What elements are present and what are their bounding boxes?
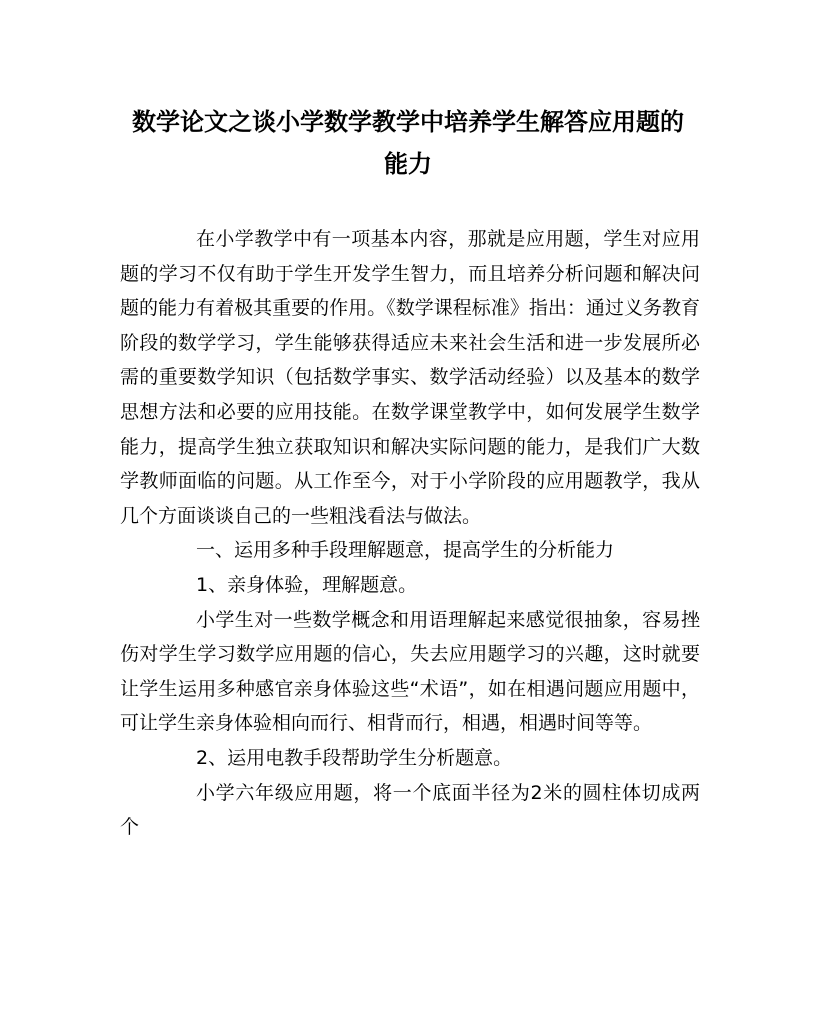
paragraph-grade-six: 小学六年级应用题，将一个底面半径为2米的圆柱体切成两个 xyxy=(120,781,700,839)
section-heading-1: 一、运用多种手段理解题意，提高学生的分析能力 xyxy=(196,539,615,562)
paragraph-experience: 小学生对一些数学概念和用语理解起来感觉很抽象，容易挫伤对学生学习数学应用题的信心，失去应用题学习的兴趣，这时就要让学生运用多种感官亲身体验这些“术语”，如在相遇问题应用题中，可让学生亲身体验相向而行、相背而行，相遇，相遇时间等等。 xyxy=(120,608,700,735)
subsection-heading-2: 2、运用电教手段帮助学生分析题意。 xyxy=(196,746,513,769)
subsection-heading-1: 1、亲身体验，理解题意。 xyxy=(196,573,418,596)
document-title-line-1: 数学论文之谈小学数学教学中培养学生解答应用题的 xyxy=(132,107,684,136)
document-title-line-2: 能力 xyxy=(384,149,432,178)
paragraph-intro: 在小学教学中有一项基本内容，那就是应用题，学生对应用题的学习不仅有助于学生开发学生智力，而且培养分析问题和解决问题的能力有着极其重要的作用。《数学课程标准》指出：通过义务教育阶段的数学学习，学生能够获得适应未来社会生活和进一步发展所必需的重要数学知识（包括数学事实、数学活动经验）以及基本的数学思想方法和必要的应用技能。在数学课堂教学中，如何发展学生数学能力，提高学生独立获取知识和解决实际问题的能力，是我们广大数学教师面临的问题。从工作至今，对于小学阶段的应用题教学，我从几个方面谈谈自己的一些粗浅看法与做法。 xyxy=(120,228,700,527)
document-body xyxy=(120,222,700,845)
